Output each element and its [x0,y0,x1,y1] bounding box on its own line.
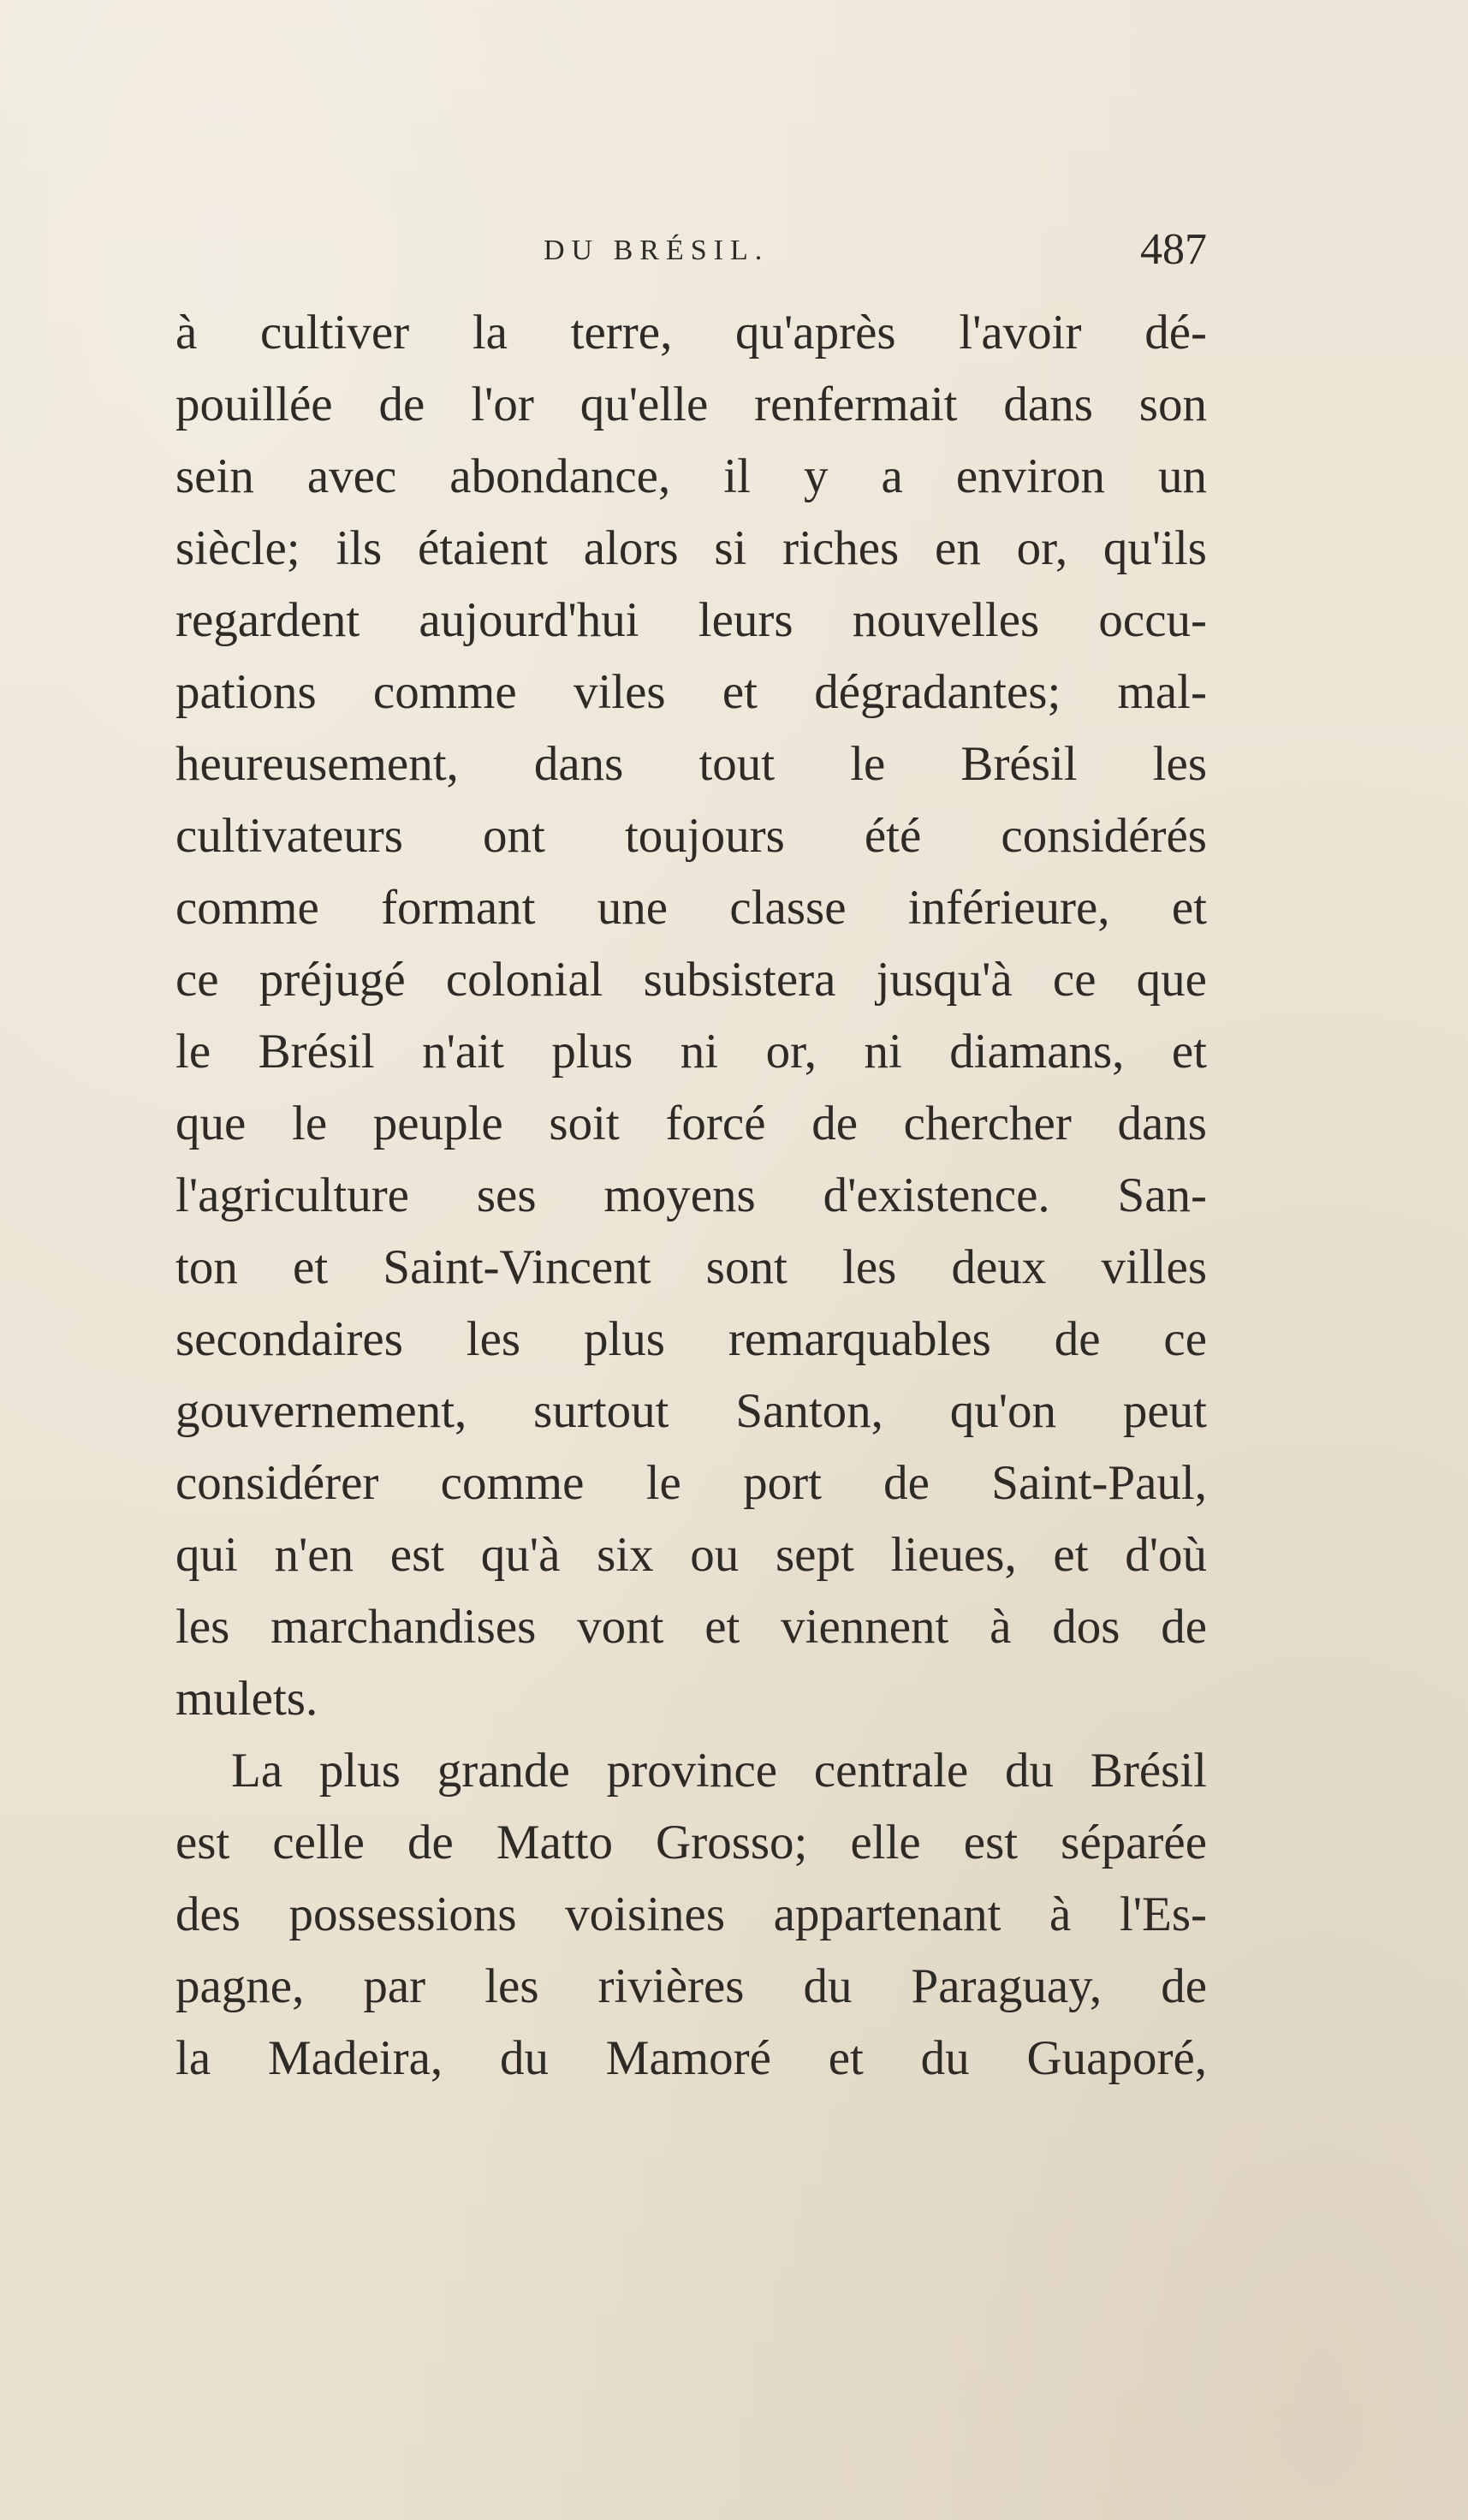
text-line: heureusement, dans tout le Brésil les [175,737,1207,791]
text-line: le Brésil n'ait plus ni or, ni diamans, et [175,1025,1207,1079]
page-header [175,224,1207,297]
text-line: pagne, par les rivières du Paraguay, de [175,1959,1207,2013]
text-line: gouvernement, surtout Santon, qu'on peut [175,1384,1207,1438]
body-text [175,297,1207,2095]
text-line: ton et Saint-Vincent sont les deux villes [175,1240,1207,1294]
text-line: les marchandises vont et viennent à dos de [175,1600,1207,1654]
text-line: pouillée de l'or qu'elle renfermait dans son [175,377,1207,431]
text-line: sein avec abondance, il y a environ un [175,449,1207,503]
page-number: 487 [1140,225,1207,274]
text-line: secondaires les plus remarquables de ce [175,1312,1207,1366]
text-line: l'agriculture ses moyens d'existence. San- [175,1168,1207,1222]
text-line: mulets. [175,1672,318,1726]
text-line: pations comme viles et dégradantes; mal- [175,665,1207,719]
text-line: des possessions voisines appartenant à l'Es- [175,1887,1207,1941]
text-line: la Madeira, du Mamoré et du Guaporé, [175,2031,1207,2085]
text-line: est celle de Matto Grosso; elle est séparée [175,1816,1207,1869]
text-line: regardent aujourd'hui leurs nouvelles occu- [175,593,1207,647]
text-line: ce préjugé colonial subsistera jusqu'à ce que [175,953,1207,1007]
text-line: qui n'en est qu'à six ou sept lieues, et d'où [175,1528,1207,1582]
text-line: cultivateurs ont toujours été considérés [175,809,1207,863]
text-block [175,224,1207,2095]
running-head: DU BRÉSIL. [544,235,770,266]
text-line: à cultiver la terre, qu'après l'avoir dé- [175,306,1207,360]
text-line: comme formant une classe inférieure, et [175,881,1207,935]
text-line: considérer comme le port de Saint-Paul, [175,1456,1207,1510]
text-line: La plus grande province centrale du Brésil [231,1744,1207,1798]
text-line: que le peuple soit forcé de chercher dans [175,1097,1207,1150]
text-line: siècle; ils étaient alors si riches en or, qu'ils [175,521,1207,575]
